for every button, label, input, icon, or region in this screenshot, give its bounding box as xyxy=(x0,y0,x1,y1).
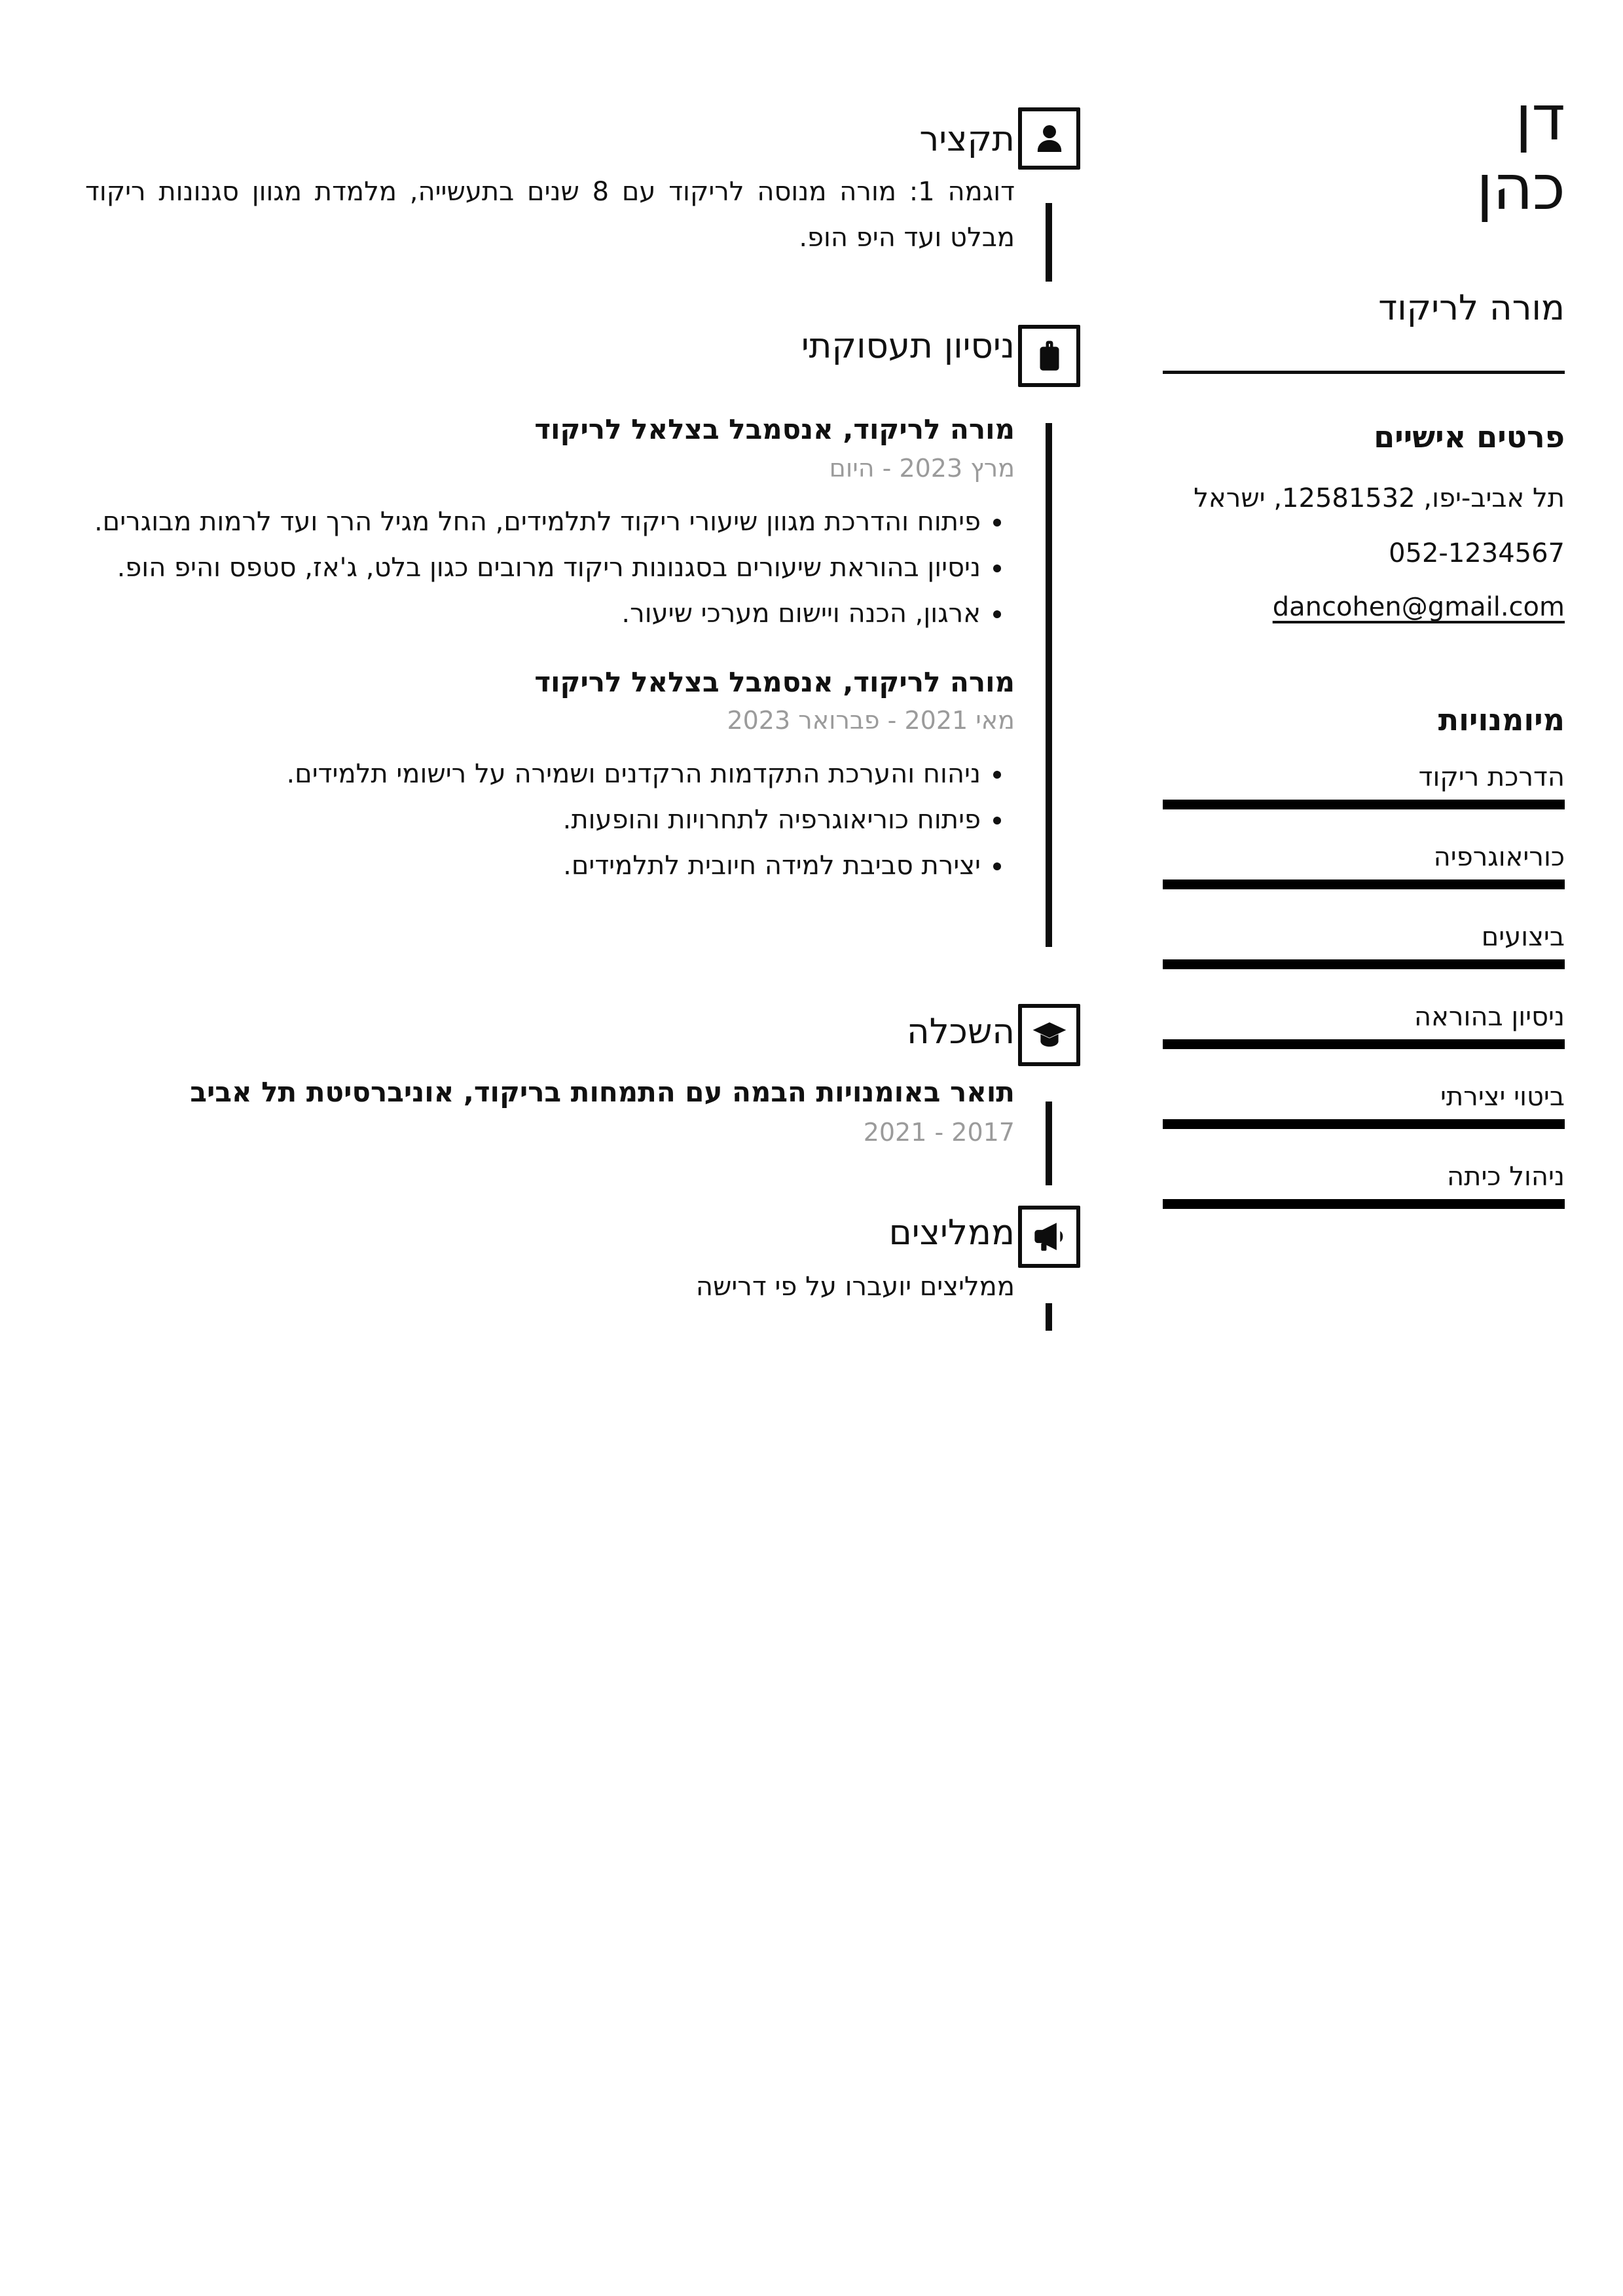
skill-label: ניסיון בהוראה xyxy=(1414,1002,1565,1032)
summary-text: דוגמה 1: מורה מנוסה לריקוד עם 8 שנים בתעשייה, מלמדת מגוון סגנונות ריקוד מבלט ועד היפ הופ. xyxy=(85,177,1015,253)
sidebar xyxy=(1163,0,1565,2296)
skills-heading: מיומנויות xyxy=(1438,702,1565,737)
skill-bar xyxy=(1163,800,1565,809)
email-link[interactable]: dancohen@gmail.com xyxy=(1272,592,1565,622)
job-bullet: • פיתוח והדרכת מגוון שיעורי ריקוד לתלמידים, החל מגיל הרך ועד לרמות מבוגרים. xyxy=(85,499,981,545)
job-dates: מאי 2021 - פברואר 2023 xyxy=(727,706,1015,735)
skill-bar xyxy=(1163,959,1565,969)
skill-bar-fill xyxy=(1163,959,1565,969)
job-bullet: • פיתוח כוריאוגרפיה לתחרויות והופעות. xyxy=(85,797,981,843)
skill-bar xyxy=(1163,1199,1565,1209)
skill-bar xyxy=(1163,880,1565,889)
job-entry xyxy=(85,411,1015,637)
megaphone-icon xyxy=(1018,1206,1080,1268)
sidebar-divider xyxy=(1163,371,1565,374)
job-bullet: • יצירת סביבת למידה חיובית לתלמידים. xyxy=(85,843,981,889)
references-text: ממליצים יועברו על פי דרישה xyxy=(695,1272,1015,1302)
email-link-wrap xyxy=(1163,592,1565,622)
main-column xyxy=(85,0,1015,2296)
graduation-cap-icon xyxy=(1018,1004,1080,1066)
skill-bar-fill xyxy=(1163,1119,1565,1129)
skill-label: הדרכת ריקוד xyxy=(1418,762,1565,792)
skill-bar xyxy=(1163,1119,1565,1129)
education-dates: 2017 - 2021 xyxy=(863,1117,1015,1147)
graduation-cap-icon-glyph xyxy=(1030,1016,1068,1054)
jobs-list xyxy=(85,411,1015,889)
person-icon xyxy=(1018,107,1080,170)
job-bullet-list xyxy=(85,499,1015,637)
skill-label: כוריאוגרפיה xyxy=(1433,842,1565,872)
last-name: כהן xyxy=(1476,152,1565,225)
timeline-segment xyxy=(1046,423,1052,947)
first-name: דן xyxy=(1515,83,1565,155)
job-entry xyxy=(85,664,1015,889)
timeline-segment xyxy=(1046,203,1052,282)
skill-bar-fill xyxy=(1163,1199,1565,1209)
job-bullet: • ניסיון בהוראת שיעורים בסגנונות ריקוד מרובים כגון בלט, ג'אז, סטפס והיפ הופ. xyxy=(85,545,981,591)
skills-list xyxy=(1163,758,1565,1238)
degree-title: תואר באומנויות הבמה עם התמחות בריקוד, אוניברסיטת תל אביב xyxy=(190,1076,1015,1108)
address-text: תל אביב-יפו, 12581532, ישראל xyxy=(1194,483,1565,513)
section-timeline xyxy=(1018,0,1080,2296)
skill-label: ביטוי יצירתי xyxy=(1440,1082,1565,1112)
skill-bar-fill xyxy=(1163,880,1565,889)
candidate-name xyxy=(1163,84,1565,223)
skill-bar-fill xyxy=(1163,800,1565,809)
skill-item xyxy=(1163,918,1565,969)
skill-bar xyxy=(1163,1039,1565,1049)
job-bullet: • ארגון, הכנה ויישום מערכי שיעור. xyxy=(85,591,981,637)
timeline-segment xyxy=(1046,1303,1052,1331)
job-title: מורה לריקוד, אנסמבל בצלאל לריקוד xyxy=(534,413,1015,445)
skill-label: ניהול כיתה xyxy=(1447,1162,1565,1192)
experience-heading: ניסיון תעסוקתי xyxy=(801,326,1015,366)
skill-item xyxy=(1163,1078,1565,1129)
person-icon-glyph xyxy=(1030,120,1068,158)
skill-item xyxy=(1163,1158,1565,1209)
education-entry xyxy=(85,1074,1015,1147)
timeline-segment xyxy=(1046,1102,1052,1185)
job-title: מורה לריקוד, אנסמבל בצלאל לריקוד xyxy=(534,665,1015,698)
job-bullet: • ניהוח והערכת התקדמות הרקדנים ושמירה על רישומי תלמידים. xyxy=(85,751,981,797)
briefcase-icon-glyph xyxy=(1030,337,1068,375)
candidate-title: מורה לריקוד xyxy=(1378,288,1565,328)
education-heading: השכלה xyxy=(907,1012,1015,1052)
summary-heading: תקציר xyxy=(919,119,1015,159)
skill-label: ביצועים xyxy=(1481,922,1565,952)
megaphone-icon-glyph xyxy=(1030,1218,1068,1256)
references-heading: ממליצים xyxy=(888,1213,1015,1253)
briefcase-icon xyxy=(1018,325,1080,387)
skill-bar-fill xyxy=(1163,1039,1565,1049)
skill-item xyxy=(1163,838,1565,889)
job-dates: מרץ 2023 - היום xyxy=(829,453,1015,483)
personal-details-heading: פרטים אישיים xyxy=(1374,419,1565,454)
phone-text: 052-1234567 xyxy=(1389,538,1565,568)
skill-item xyxy=(1163,758,1565,809)
job-bullet-list xyxy=(85,751,1015,889)
skill-item xyxy=(1163,998,1565,1049)
